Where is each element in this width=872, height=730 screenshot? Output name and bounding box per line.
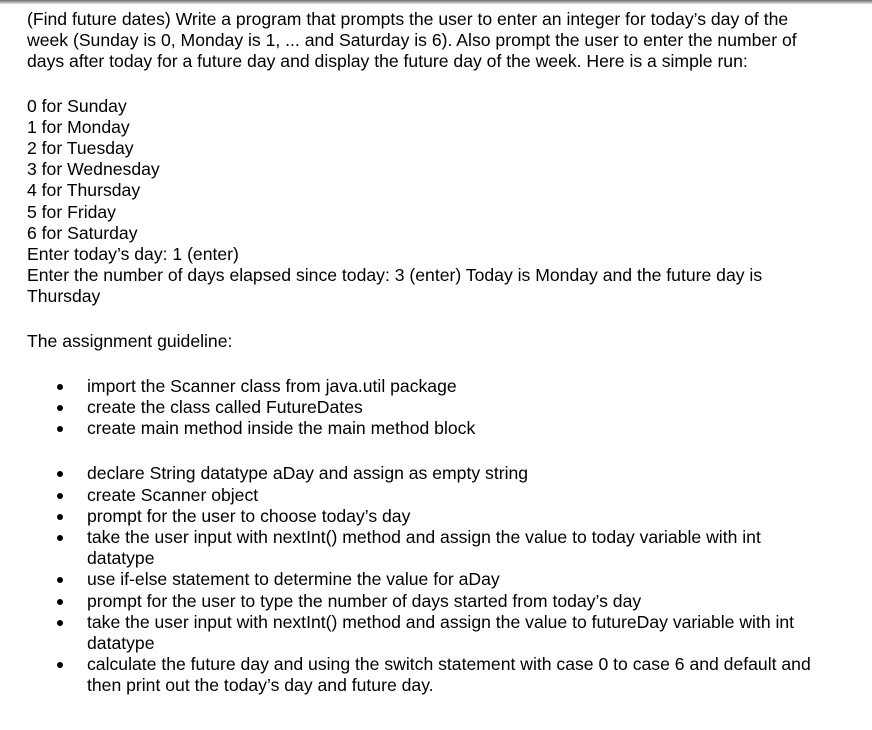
guideline-list-1: [27, 376, 857, 440]
bullet-icon: [57, 599, 63, 605]
guideline-heading: The assignment guideline:: [27, 330, 233, 351]
bullet-icon: [57, 514, 63, 520]
guideline-item-text: create the class called FutureDates: [87, 397, 363, 418]
guideline-item-text: prompt for the user to type the number of days started from today’s day: [87, 590, 642, 611]
problem-statement: (Find future dates) Write a program that prompts the user to enter an integer for today’s day of the week (Sunday is 0, Monday is 1, ... and Saturday is 6). Also prompt the user to enter the number of days after today for a future day and display the future day of the week. Here is a simple run:: [27, 9, 797, 72]
bullet-icon: [57, 384, 63, 390]
guideline-item: [27, 591, 817, 612]
sample-run-line: Enter the number of days elapsed since today: 3 (enter) Today is Monday and the future day is Thursday: [27, 265, 763, 307]
bullet-icon: [57, 620, 63, 626]
bullet-icon: [57, 426, 63, 432]
bullet-icon: [57, 493, 63, 499]
guideline-item: [27, 654, 817, 696]
bullet-icon: [57, 471, 63, 477]
sample-run-line: 4 for Thursday: [27, 180, 141, 201]
sample-run-line: 5 for Friday: [27, 201, 116, 222]
guideline-item-text: create Scanner object: [87, 484, 259, 505]
guideline-list-2: [27, 463, 857, 696]
bullet-icon: [57, 535, 63, 541]
bullet-icon: [57, 662, 63, 668]
guideline-item-text: prompt for the user to choose today’s day: [87, 505, 411, 526]
guideline-item-text: take the user input with nextInt() method and assign the value to futureDay variable with int datatype: [87, 611, 795, 654]
guideline-item: [27, 376, 817, 397]
guideline-item: [27, 527, 817, 569]
sample-run-line: 1 for Monday: [27, 116, 130, 137]
guideline-item: [27, 397, 817, 418]
guideline-item-text: import the Scanner class from java.util package: [87, 375, 457, 396]
bullet-icon: [57, 405, 63, 411]
guideline-item: [27, 506, 817, 527]
guideline-item: [27, 463, 817, 484]
guideline-item: [27, 612, 817, 654]
sample-run-line: 3 for Wednesday: [27, 159, 160, 180]
guideline-item: [27, 569, 817, 590]
guideline-item-text: calculate the future day and using the switch statement with case 0 to case 6 and default and then print out the today’s day and future day.: [87, 654, 811, 696]
sample-run-line: Enter today’s day: 1 (enter): [27, 244, 239, 265]
document-page: [27, 9, 857, 697]
guideline-item-text: take the user input with nextInt() method and assign the value to today variable with int datatype: [87, 527, 761, 569]
guideline-item-text: declare String datatype aDay and assign as empty string: [87, 463, 529, 484]
sample-run: [27, 96, 857, 308]
bullet-icon: [57, 577, 63, 583]
top-divider: [0, 0, 872, 4]
guideline-item: [27, 418, 817, 439]
sample-run-line: 0 for Sunday: [27, 95, 127, 116]
guideline-item: [27, 485, 817, 506]
sample-run-line: 2 for Tuesday: [27, 138, 134, 159]
guideline-item-text: create main method inside the main method block: [87, 418, 476, 439]
guideline-item-text: use if-else statement to determine the value for aDay: [87, 569, 500, 590]
sample-run-line: 6 for Saturday: [27, 222, 138, 243]
